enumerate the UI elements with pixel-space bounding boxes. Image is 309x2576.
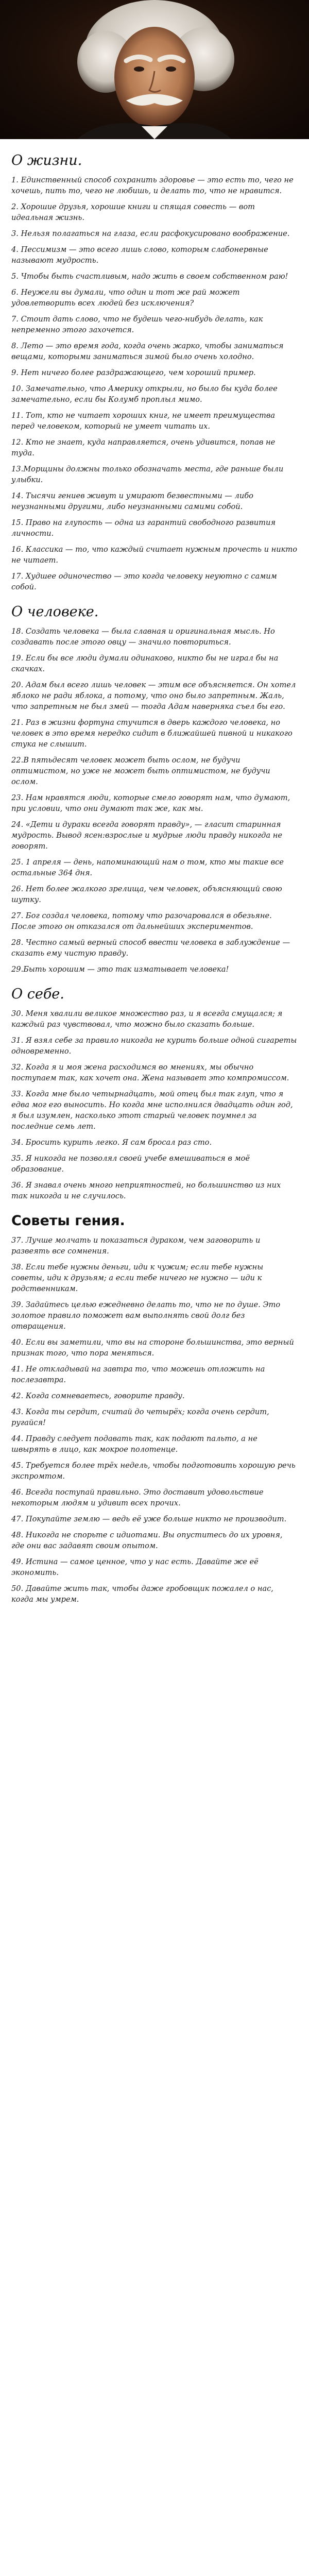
- quote: 37. Лучше молчать и показаться дураком, чем заговорить и развеять все сомнения.: [11, 1236, 261, 1256]
- quote: 33. Когда мне было четырнадцать, мой отец был так глуп, что я едва мог его выносить. Но когда мне исполнился двадцать один год, я был изумлен, насколько этот старый человек поумнел за последние семь лет.: [11, 1090, 293, 1131]
- quote: 36. Я знавал очень много неприятностей, но большинство из них так никогда и не случилось.: [11, 1181, 281, 1200]
- quote: 23. Нам нравятся люди, которые смело говорят нам, что думают, при условии, что они думают так же, как мы.: [11, 793, 290, 813]
- quote: 22.В пятьдесят человек может быть ослом, не будучи оптимистом, но уже не может быть оптимистом, не будучи ослом.: [11, 756, 270, 786]
- quote: 47. Покупайте землю — ведь её уже больше никто не производит.: [11, 1515, 287, 1523]
- quote: 30. Меня хвалили великое множество раз, и я всегда смущался; я каждый раз чувствовал, что можно было сказать больше.: [11, 1009, 283, 1029]
- quote: 48. Никогда не спорьте с идиотами. Вы опуститесь до их уровня, где они вас задавят своим опытом.: [11, 1531, 283, 1550]
- quote: 2. Хорошие друзья, хорошие книги и спящая совесть — вот идеальная жизнь.: [11, 202, 255, 222]
- quote: 9. Нет ничего более раздражающего, чем хороший пример.: [11, 368, 256, 377]
- section-title-self: О себе.: [11, 986, 64, 1002]
- quote: 24. «Дети и дураки всегда говорят правду», — гласит старинная мудрость. Вывод ясен:взрослые и мудрые люди правду никогда не говорят.: [11, 820, 282, 851]
- article-body: [0, 139, 309, 1605]
- quote: 6. Неужели вы думали, что один и тот же рай может удовлетворить всех людей без исключения?: [11, 288, 240, 308]
- section-title-human: О человеке.: [11, 604, 99, 620]
- quote: 17. Худшее одиночество — это когда человеку неуютно с самим собой.: [11, 572, 277, 591]
- quote: 42. Когда сомневаетесь, говорите правду.: [11, 1392, 185, 1400]
- quote: 28. Честно самый верный способ ввести человека в заблуждение — сказать ему чистую правду.: [11, 938, 290, 958]
- quote: 12. Кто не знает, куда направляется, очень удивится, попав не туда.: [11, 438, 276, 457]
- quote: 50. Давайте жить так, чтобы даже гробовщик пожалел о нас, когда мы умрем.: [11, 1584, 273, 1604]
- quote: 44. Правду следует подавать так, как подают пальто, а не швырять в лицо, как мокрое полотенце.: [11, 1434, 258, 1454]
- quote: 20. Адам был всего лишь человек — этим все объясняется. Он хотел яблоко не ради яблока, а потому, что оно было запретным. Жаль, что запретным не был змей — тогда Адам наверняка съел бы его.: [11, 681, 296, 711]
- quote: 25. 1 апреля — день, напоминающий нам о том, кто мы такие все остальные 364 дня.: [11, 858, 284, 877]
- quote: 13.Морщины должны только обозначать места, где раньше были улыбки.: [11, 465, 284, 484]
- quote: 38. Если тебе нужны деньги, иди к чужим; если тебе нужны советы, иди к друзьям; а если тебе ничего не нужно — иди к родственникам.: [11, 1263, 264, 1293]
- quote: 43. Когда ты сердит, считай до четырёх; когда очень сердит, ругайся!: [11, 1408, 269, 1427]
- quote: 21. Раз в жизни фортуна стучится в дверь каждого человека, но человек в это время нередко сидит в ближайшей пивной и никакого стука не слышит.: [11, 718, 293, 749]
- section-title-life: О жизни.: [11, 152, 82, 168]
- quote: 14. Тысячи гениев живут и умирают безвестными — либо неузнанными другими, либо неузнанными самими собой.: [11, 492, 253, 511]
- quote: 16. Классика — то, что каждый считает нужным прочесть и никто не читает.: [11, 545, 298, 565]
- quote: 11. Тот, кто не читает хороших книг, не имеет преимущества перед человеком, который не умеет читать их.: [11, 411, 276, 431]
- quote: 7. Стоит дать слово, что не будешь чего-нибудь делать, как непременно этого захочется.: [11, 315, 263, 334]
- quote: 39. Задайтесь целью ежедневно делать то, что не по душе. Это золотое правило поможет вам выполнять свой долг без отвращения.: [11, 1300, 281, 1331]
- section-title-advice: Советы гения.: [11, 1213, 125, 1229]
- quote: 46. Всегда поступай правильно. Это доставит удовольствие некоторым людям и удивит всех прочих.: [11, 1488, 264, 1507]
- quote: 19. Если бы все люди думали одинаково, никто бы не играл бы на скачках.: [11, 654, 279, 673]
- quote: 8. Лето — это время года, когда очень жарко, чтобы заниматься вещами, которыми заниматься зимой было очень холодно.: [11, 342, 284, 361]
- quote-list-advice: [11, 1235, 298, 1605]
- quote: 49. Истина — самое ценное, что у нас есть. Давайте же её экономить.: [11, 1557, 259, 1577]
- quote: 26. Нет более жалкого зрелища, чем человек, объясняющий свою шутку.: [11, 885, 282, 904]
- quote: 27. Бог создал человека, потому что разочаровался в обезьяне. После этого он отказался от дальнейших экспериментов.: [11, 911, 272, 931]
- portrait-illustration: [0, 0, 309, 139]
- quote: 3. Нельзя полагаться на глаза, если расфокусировано воображение.: [11, 229, 290, 238]
- quote: 4. Пессимизм — это всего лишь слово, которым слабонервные называют мудрость.: [11, 245, 268, 265]
- quote-list-life: [11, 175, 298, 592]
- quote-list-self: [11, 1008, 298, 1201]
- quote-list-human: [11, 626, 298, 975]
- quote: 40. Если вы заметили, что вы на стороне большинства, это верный признак того, что пора меняться.: [11, 1338, 294, 1358]
- quote: 35. Я никогда не позволял своей учебе вмешиваться в моё образование.: [11, 1154, 250, 1174]
- quote: 34. Бросить курить легко. Я сам бросал раз сто.: [11, 1138, 212, 1147]
- quote: 32. Когда я и моя жена расходимся во мнениях, мы обычно поступаем так, как хочет она. Жена называет это компромиссом.: [11, 1063, 289, 1082]
- quote: 15. Право на глупость — одна из гарантий свободного развития личности.: [11, 518, 276, 538]
- quote: 41. Не откладывай на завтра то, что можешь отложить на послезавтра.: [11, 1365, 265, 1384]
- quote: 5. Чтобы быть счастливым, надо жить в своем собственном раю!: [11, 272, 288, 281]
- quote: 18. Создать человека — была славная и оригинальная мысль. Но создавать после этого овцу — значило повториться.: [11, 627, 275, 647]
- quote: 31. Я взял себе за правило никогда не курить больше одной сигареты одновременно.: [11, 1036, 297, 1056]
- quote: 10. Замечательно, что Америку открыли, но было бы куда более замечательно, если бы Колумб проплыл мимо.: [11, 384, 278, 404]
- portrait-image: [0, 0, 309, 139]
- quote: 29.Быть хорошим — это так изматывает человека!: [11, 965, 229, 974]
- quote: 1. Единственный способ сохранить здоровье — это есть то, чего не хочешь, пить то, чего не любишь, и делать то, что не нравится.: [11, 176, 294, 195]
- quote: 45. Требуется более трёх недель, чтобы подготовить хорошую речь экспромтом.: [11, 1461, 296, 1481]
